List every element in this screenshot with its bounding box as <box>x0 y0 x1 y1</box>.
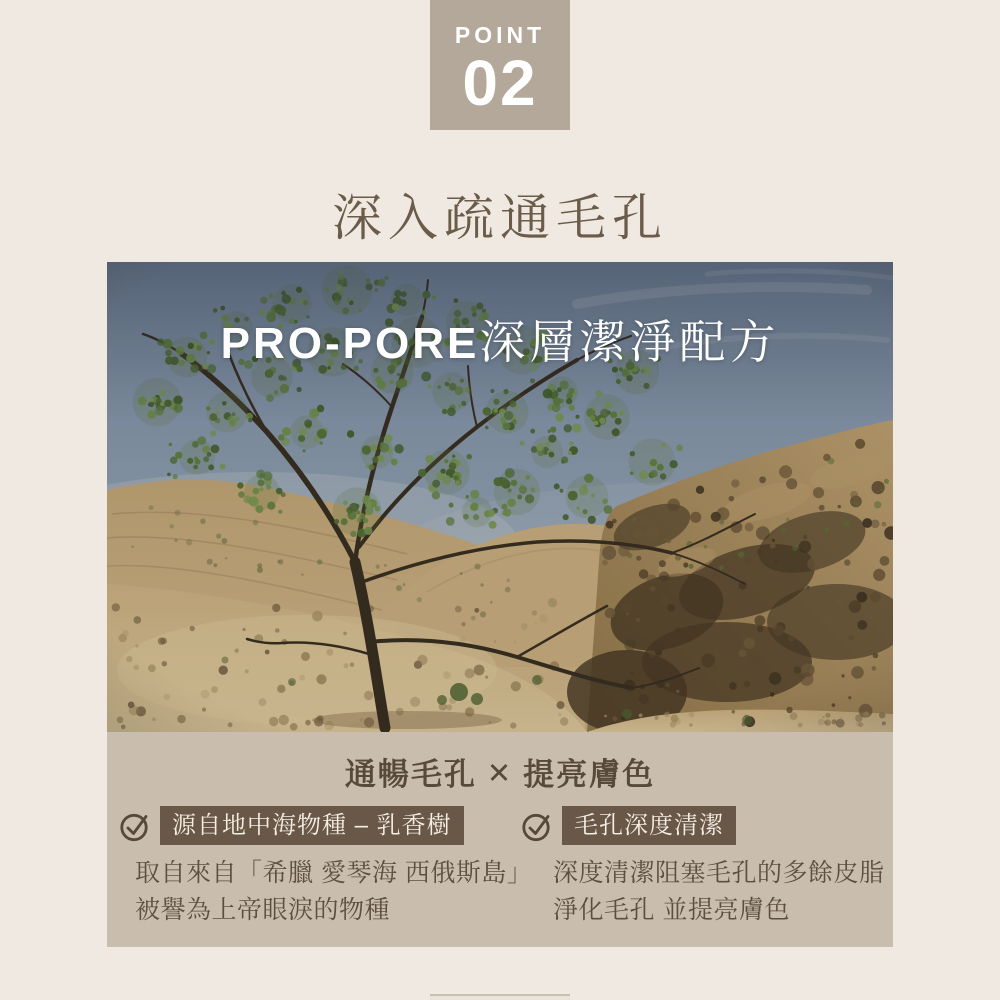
panel-title <box>107 749 893 794</box>
feature-origin <box>118 806 532 929</box>
panel-title-right: 提亮膚色 <box>523 757 656 792</box>
panel-title-left: 通暢毛孔 <box>344 757 477 792</box>
hero-overlay-latin: PRO-PORE <box>220 319 480 368</box>
point-badge <box>430 0 570 130</box>
feature-origin-text <box>135 855 532 929</box>
feature-deep-clean-header <box>520 806 885 845</box>
feature-deep-clean-text <box>553 855 885 929</box>
info-panel <box>107 732 893 947</box>
feature-deep-clean-chip: 毛孔深度清潔 <box>562 806 736 845</box>
feature-line: 取自來自「希臘 愛琴海 西俄斯島」 <box>135 859 533 887</box>
hero-photo <box>107 262 893 732</box>
check-circle-icon <box>118 809 152 843</box>
feature-line: 被譽為上帝眼淚的物種 <box>135 896 391 924</box>
feature-origin-chip: 源自地中海物種 – 乳香樹 <box>160 806 464 845</box>
feature-deep-clean <box>520 806 885 929</box>
hero-overlay-zh: 深層潔淨配方 <box>479 316 780 368</box>
point-badge-number: 02 <box>462 47 538 119</box>
point-badge-label: POINT <box>454 22 546 48</box>
check-circle-icon <box>520 809 554 843</box>
cross-separator: ✕ <box>486 758 514 790</box>
feature-line: 淨化毛孔 並提亮膚色 <box>553 896 790 924</box>
section-title: 深入疏通毛孔 <box>332 190 668 246</box>
feature-line: 深度清潔阻塞毛孔的多餘皮脂 <box>553 859 885 887</box>
hero-overlay-title <box>107 306 893 372</box>
next-point-badge-peek <box>430 994 570 1000</box>
feature-origin-header <box>118 806 532 845</box>
